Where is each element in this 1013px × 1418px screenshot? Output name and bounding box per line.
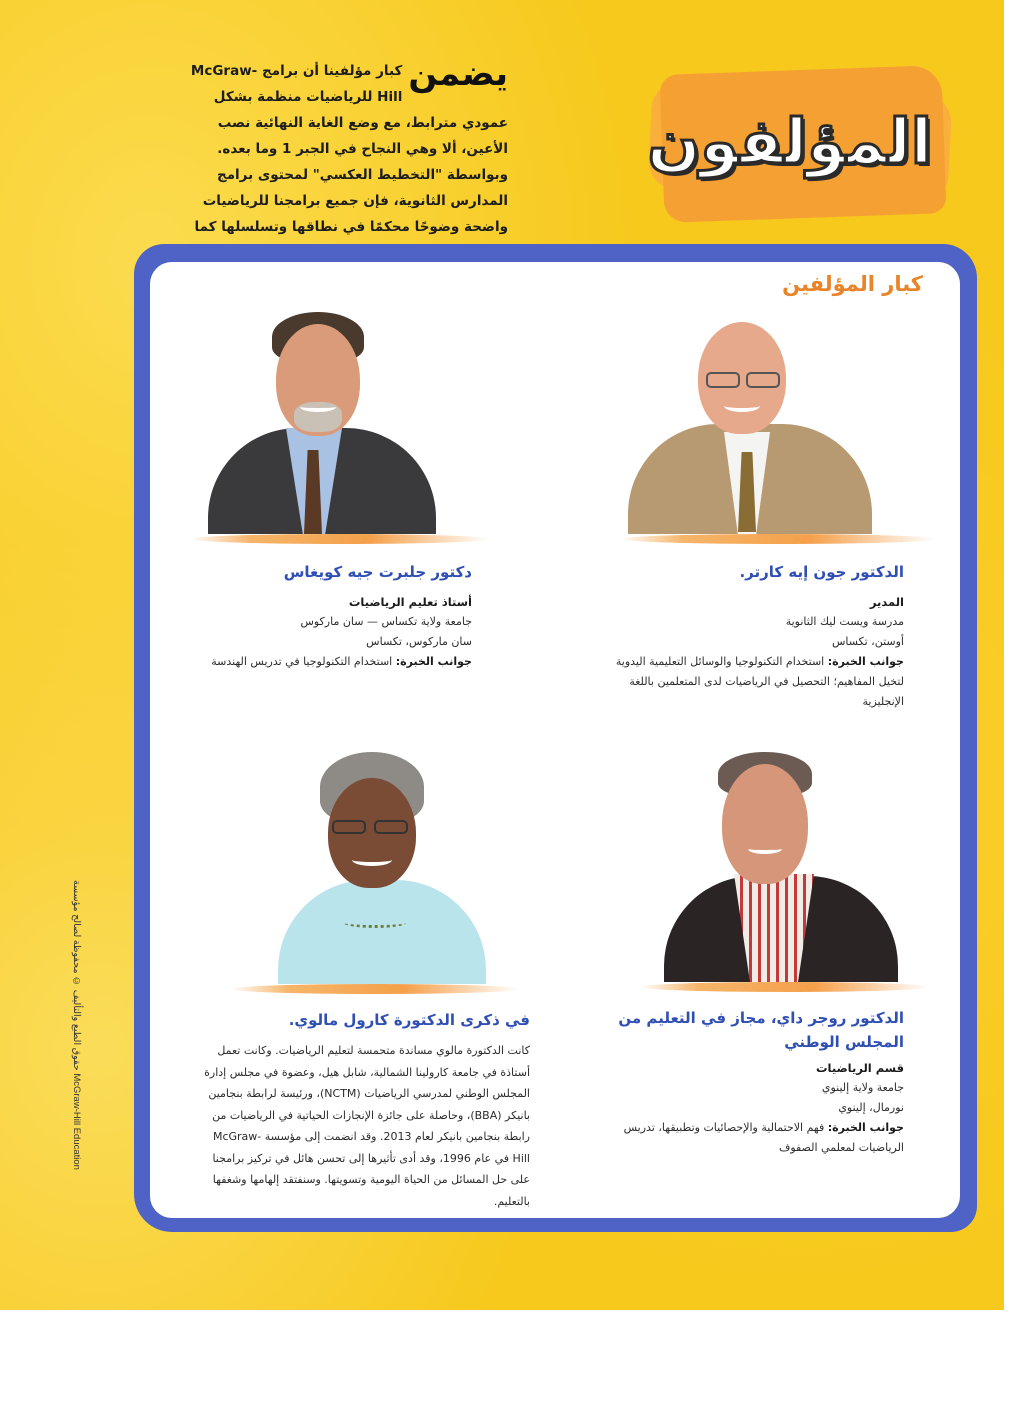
intro-paragraph xyxy=(170,54,508,266)
intro-lead-word: يضمن xyxy=(408,54,508,94)
page-title: المؤلفون xyxy=(647,105,932,178)
author-photo-cuevas xyxy=(208,310,436,534)
author-photo-carter xyxy=(628,312,872,534)
author-name: الدكتور روجر داي، مجاز في التعليم من المجلس الوطني xyxy=(618,1009,904,1051)
author-location: سان ماركوس، تكساس xyxy=(366,635,472,648)
author-role: أستاذ تعليم الرياضيات xyxy=(348,595,472,609)
author-bio-cuevas xyxy=(190,560,472,672)
author-bio-carter xyxy=(588,560,904,712)
expertise-label: جوانب الخبرة: xyxy=(395,655,472,668)
divider-swoosh xyxy=(640,982,930,992)
divider-swoosh xyxy=(190,534,490,544)
author-photo-day xyxy=(664,748,898,982)
author-bio-day xyxy=(594,1006,904,1158)
author-affiliation: جامعة ولاية إلينوي xyxy=(821,1081,904,1094)
intro-body: كبار مؤلفينا أن برامج McGraw-Hill للرياضيات منظمة بشكل عمودي مترابط، مع وضع الغاية النهائية نصب الأعين، ألا وهي النجاح في الجبر 1 وما بعده. وبواسطة "التخطيط العكسي" لمحتوى برامج المدارس الثانوية، فإن جميع برامجنا للرياضيات واضحة وضوحًا محكمًا في نطاقها وتسلسلها كما xyxy=(190,63,508,235)
author-name: دكتور جلبرت جيه كويغاس xyxy=(283,563,472,581)
divider-swoosh xyxy=(230,984,520,994)
expertise-label: جوانب الخبرة: xyxy=(827,655,904,668)
author-role: المدير xyxy=(869,595,904,609)
author-affiliation: جامعة ولاية تكساس — سان ماركوس xyxy=(300,615,472,628)
copyright-credit: حقوق الطبع والتأليف © محفوظة لصالح مؤسسة McGraw-Hill Education xyxy=(71,880,82,1170)
expertise-text: فهم الاحتمالية والإحصائيات وتطبيقها، تدريس الرياضيات لمعلمي الصفوف xyxy=(623,1121,904,1154)
author-expertise xyxy=(190,652,472,672)
expertise-text: استخدام التكنولوجيا والوسائل التعليمية اليدوية لتخيل المفاهيم؛ التحصيل في الرياضيات لدى المتعلمين باللغة الإنجليزية xyxy=(615,655,904,708)
author-name: في ذكرى الدكتورة كارول مالوي. xyxy=(288,1011,530,1029)
expertise-text: استخدام التكنولوجيا في تدريس الهندسة xyxy=(211,655,393,668)
author-expertise xyxy=(588,652,904,712)
divider-swoosh xyxy=(620,534,936,544)
author-bio-malloy xyxy=(196,1008,530,1212)
author-role: قسم الرياضيات xyxy=(816,1061,904,1075)
section-title: كبار المؤلفين xyxy=(782,272,923,296)
author-name: الدكتور جون إيه كارتر. xyxy=(739,563,904,581)
author-photo-malloy xyxy=(278,750,486,984)
memorial-paragraph: كانت الدكتورة مالوي مساندة متحمسة لتعليم الرياضيات. وكانت تعمل أستاذة في جامعة كارولينا الشمالية، شابل هيل، وعضوة في مجلس إدارة المجلس الوطني لمدرسي الرياضيات (NCTM)، ورئيسة لرابطة بنجامين بانيكر (BBA)، وحاصلة على جائزة الإنجازات الحياتية في الرياضيات من رابطة بنجامين بانيكر لعام 2013. وقد انضمت إلى مؤسسة McGraw-Hill في عام 1996، وقد أدى تأثيرها إلى تحسن هائل في تركيز برامجنا على حل المسائل من الحياة اليومية وتسويتها. وسنفتقد إلهامها وشغفها بالتعليم. xyxy=(204,1044,530,1208)
expertise-label: جوانب الخبرة: xyxy=(827,1121,904,1134)
author-expertise xyxy=(594,1118,904,1158)
author-location: أوستن، تكساس xyxy=(831,635,904,648)
author-affiliation: مدرسة ويست ليك الثانوية xyxy=(785,615,904,628)
author-location: نورمال، إلينوي xyxy=(838,1101,904,1114)
